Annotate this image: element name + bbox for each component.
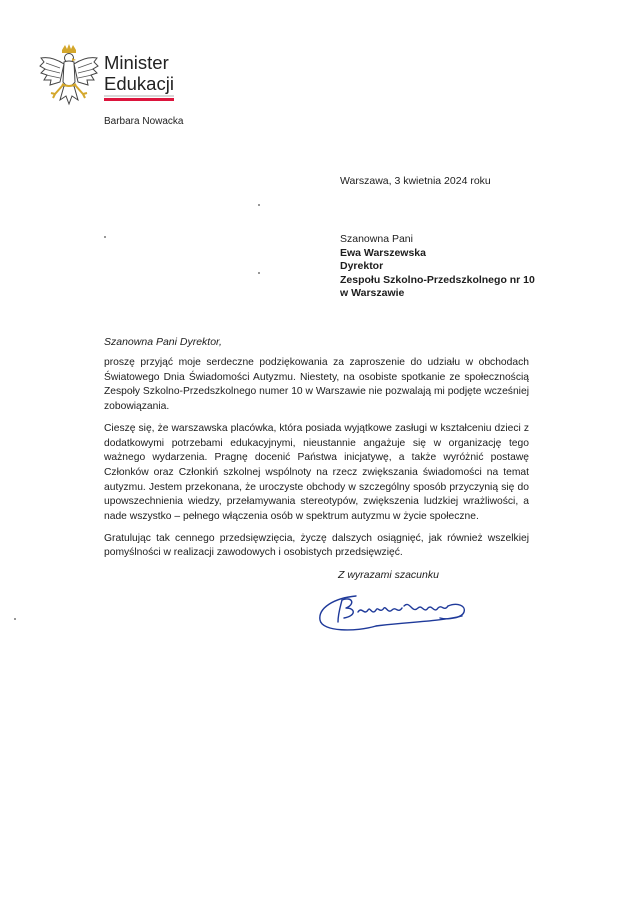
polish-eagle-emblem-icon [38, 44, 100, 114]
scan-speck [258, 272, 260, 274]
body-paragraph-2: Cieszę się, że warszawska placówka, która posiada wyjątkowe zasługi w kształceniu dzieci z dodatkowymi potrzebami edukacyjnymi, nieustannie angażuje się w organizację tego ważnego wydarzenia. Pragnę docenić Państwa inicjatywę, a także wyróżnić postawę Członków oraz Członkiń szkolnej wspólnoty na rzecz zwiększania świadomości na temat autyzmu. Jestem przekonana, że uroczyste obchody w szczególny sposób przyczynią się do upowszechnienia wiedzy, przełamywania stereotypów, zwiększenia ludzkiej wrażliwości, a nade wszystko – pełnego włączenia osób w spektrum autyzmu w życie społeczne. [104, 422, 529, 523]
ministry-name [104, 52, 174, 94]
body-paragraph-3: Gratulując tak cennego przedsięwzięcia, życzę dalszych osiągnięć, jak również wszelkiej pomyślności w realizacji zawodowych i osobistych przedsięwzięć. [104, 532, 529, 559]
letter-date: Warszawa, 3 kwietnia 2024 roku [340, 175, 491, 187]
addressee-line-1: Szanowna Pani [340, 233, 413, 245]
minister-name: Barbara Nowacka [104, 116, 184, 127]
addressee-line-5: w Warszawie [340, 287, 405, 299]
letter-body [104, 356, 529, 568]
scan-speck [104, 236, 106, 238]
closing-phrase: Z wyrazami szacunku [338, 569, 439, 581]
addressee-line-2: Ewa Warszewska [340, 246, 426, 259]
ministry-title-line1: Minister [104, 52, 169, 73]
scan-speck [258, 204, 260, 206]
addressee-block [340, 233, 535, 301]
addressee-line-4: Zespołu Szkolno-Przedszkolnego nr 10 [340, 273, 535, 286]
scan-speck [14, 618, 16, 620]
flag-stripe [104, 95, 174, 101]
handwritten-signature-icon [316, 592, 470, 636]
body-paragraph-1: proszę przyjąć moje serdeczne podziękowania za zaproszenie do udziału w obchodach Światowego Dnia Świadomości Autyzmu. Niestety, na osobiste spotkanie ze społecznością Zespoły Szkolno-Przedszkolnego numer 10 w Warszawie nie pozwalają mi podjęte wcześniej zobowiązania. [104, 357, 529, 413]
addressee-line-3: Dyrektor [340, 260, 384, 272]
salutation: Szanowna Pani Dyrektor, [104, 336, 222, 348]
ministry-title-line2: Edukacji [104, 73, 174, 94]
